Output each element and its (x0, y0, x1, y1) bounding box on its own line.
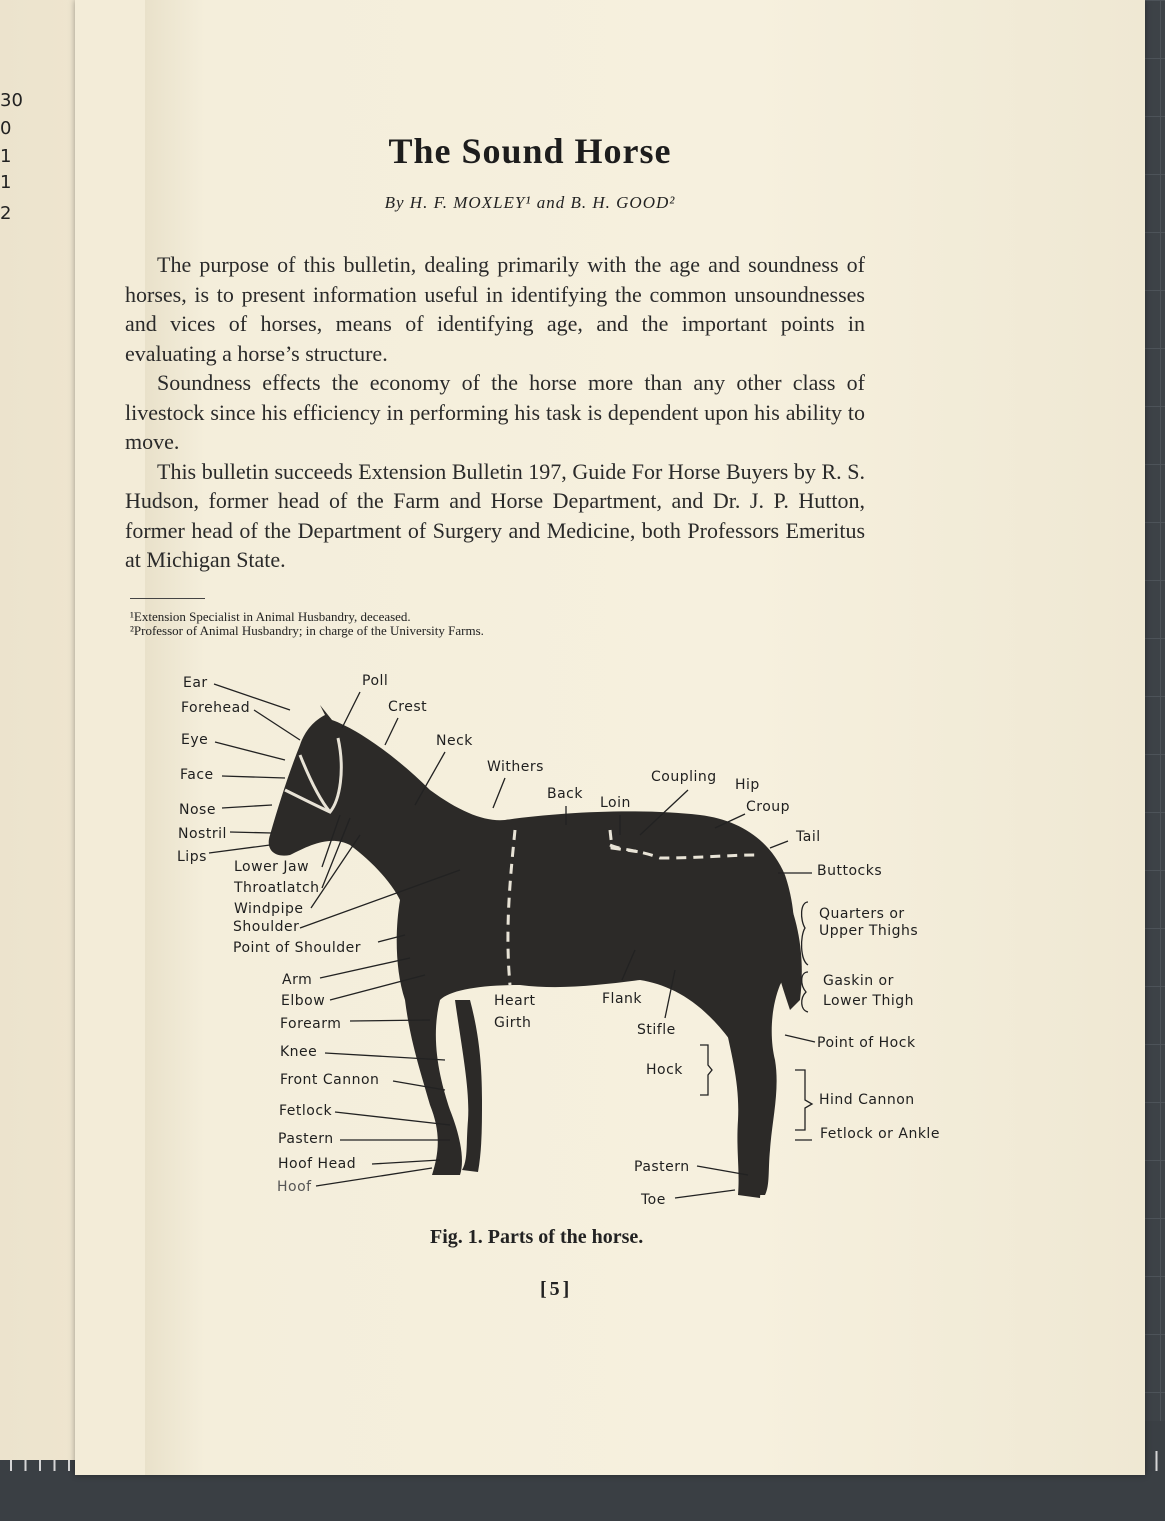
label-hoof: Hoof (277, 1179, 312, 1195)
left-page-number: 1 (0, 146, 12, 167)
byline: By H. F. MOXLEY¹ and B. H. GOOD² (384, 193, 676, 212)
label-windpipe: Windpipe (234, 901, 304, 917)
label-arm: Arm (282, 972, 313, 988)
label-fetlock: Fetlock (279, 1103, 333, 1119)
label-pastern: Pastern (278, 1131, 334, 1147)
paragraph: The purpose of this bulletin, dealing primarily with the age and soundness of horses, is to present information useful in identifying the common unsoundnesses and vices of horses, means of identifying age, and the important points in evaluating a horse’s structure. (125, 252, 865, 366)
label-flank: Flank (602, 991, 643, 1007)
label-point-of-shoulder: Point of Shoulder (233, 940, 361, 956)
label-gaskin: Gaskin or (823, 973, 894, 989)
label-hoof-head: Hoof Head (278, 1156, 357, 1172)
label-shoulder: Shoulder (233, 919, 300, 935)
label-front-cannon: Front Cannon (280, 1072, 380, 1088)
label-hind-cannon: Hind Cannon (819, 1092, 915, 1108)
label-point-of-hock: Point of Hock (817, 1035, 916, 1051)
label-nostril: Nostril (178, 826, 227, 842)
label-tail: Tail (796, 829, 821, 845)
label-face: Face (180, 767, 214, 783)
label-eye: Eye (181, 732, 209, 748)
left-page-number: 0 (0, 118, 12, 139)
label-girth: Girth (494, 1015, 532, 1031)
label-neck: Neck (436, 733, 473, 749)
label-knee: Knee (280, 1044, 318, 1060)
label-quarters: Quarters or (819, 906, 905, 922)
label-lower-jaw: Lower Jaw (234, 859, 310, 875)
paragraph: This bulletin succeeds Extension Bulletin 197, Guide For Horse Buyers by R. S. Hudson, former head of the Farm and Horse Department, and Dr. J. P. Hutton, former head of the Department of Surgery and Medicine, both Professors Emeritus at Michigan State. (125, 458, 865, 572)
left-page-number: 1 (0, 172, 12, 193)
label-lower-thigh: Lower Thigh (823, 993, 914, 1009)
label-forehead: Forehead (181, 700, 251, 716)
label-toe: Toe (641, 1192, 666, 1208)
label-withers: Withers (487, 759, 544, 775)
label-lips: Lips (177, 849, 207, 865)
footnote: ¹Extension Specialist in Animal Husbandry, deceased. (130, 609, 411, 624)
label-poll: Poll (362, 673, 389, 689)
figure-caption: Fig. 1. Parts of the horse. (430, 1226, 644, 1248)
label-stifle: Stifle (637, 1022, 676, 1038)
label-hip: Hip (735, 777, 760, 793)
label-nose: Nose (179, 802, 216, 818)
label-fetlock-or-ankle: Fetlock or Ankle (820, 1126, 940, 1142)
label-buttocks: Buttocks (817, 863, 883, 879)
label-loin: Loin (600, 795, 631, 811)
label-ear: Ear (183, 675, 208, 691)
label-coupling: Coupling (651, 769, 717, 785)
label-forearm: Forearm (280, 1016, 342, 1032)
label-throatlatch: Throatlatch (234, 880, 320, 896)
left-page-number: 2 (0, 203, 12, 224)
label-hock: Hock (646, 1062, 683, 1078)
left-page-number: 30 (0, 90, 23, 111)
label-crest: Crest (388, 699, 428, 715)
paragraph: Soundness effects the economy of the horse more than any other class of livestock since his efficiency in performing his task is dependent upon his ability to move. (125, 370, 865, 454)
label-upper-thighs: Upper Thighs (819, 923, 919, 939)
label-croup: Croup (746, 799, 791, 815)
label-elbow: Elbow (281, 993, 326, 1009)
page-title: The Sound Horse (388, 131, 672, 171)
page-number: [5] (540, 1278, 573, 1300)
footnote: ²Professor of Animal Husbandry; in charge of the University Farms. (130, 623, 484, 638)
label-back: Back (547, 786, 583, 802)
label-heart: Heart (494, 993, 536, 1009)
label-pastern-hind: Pastern (634, 1159, 690, 1175)
